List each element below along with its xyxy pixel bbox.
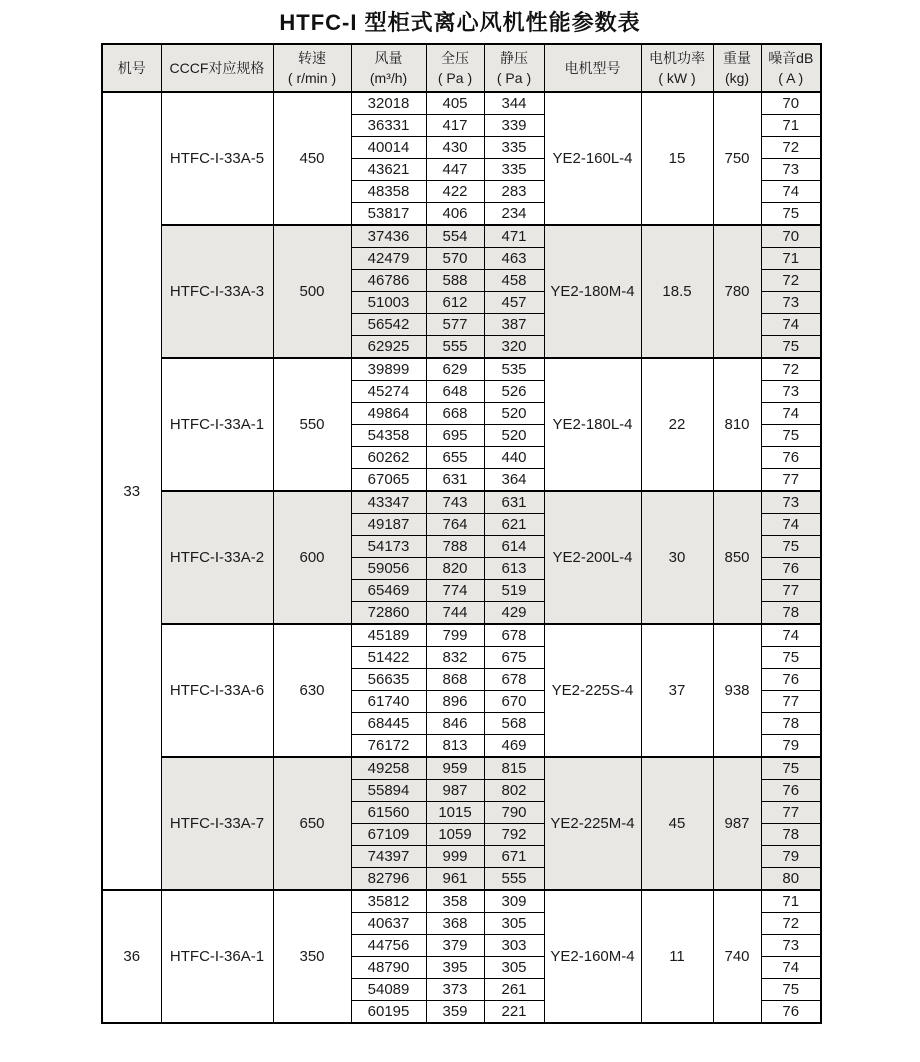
cell-noise: 75 — [761, 979, 821, 1001]
cell-flow: 56635 — [351, 669, 426, 691]
cell-static-pressure: 471 — [484, 225, 544, 248]
cell-flow: 51422 — [351, 647, 426, 669]
cell-static-pressure: 555 — [484, 868, 544, 891]
cell-total-pressure: 422 — [426, 181, 484, 203]
cell-static-pressure: 335 — [484, 159, 544, 181]
cell-noise: 79 — [761, 735, 821, 758]
cell-speed: 650 — [273, 757, 351, 890]
cell-weight: 740 — [713, 890, 761, 1023]
cell-noise: 76 — [761, 447, 821, 469]
cell-static-pressure: 792 — [484, 824, 544, 846]
cell-noise: 78 — [761, 602, 821, 625]
cell-weight: 780 — [713, 225, 761, 358]
cell-noise: 72 — [761, 913, 821, 935]
cell-weight: 850 — [713, 491, 761, 624]
cell-static-pressure: 458 — [484, 270, 544, 292]
cell-total-pressure: 668 — [426, 403, 484, 425]
cell-flow: 37436 — [351, 225, 426, 248]
table-row — [102, 890, 821, 913]
performance-table — [101, 43, 822, 1024]
cell-noise: 75 — [761, 425, 821, 447]
cell-flow: 45189 — [351, 624, 426, 647]
cell-noise: 75 — [761, 647, 821, 669]
cell-total-pressure: 406 — [426, 203, 484, 226]
cell-flow: 51003 — [351, 292, 426, 314]
cell-weight: 987 — [713, 757, 761, 890]
cell-static-pressure: 320 — [484, 336, 544, 359]
cell-weight: 938 — [713, 624, 761, 757]
cell-flow: 48790 — [351, 957, 426, 979]
cell-noise: 70 — [761, 92, 821, 115]
cell-motor-model: YE2-180L-4 — [544, 358, 641, 491]
cell-static-pressure: 631 — [484, 491, 544, 514]
cell-flow: 60262 — [351, 447, 426, 469]
cell-total-pressure: 395 — [426, 957, 484, 979]
col-header-spec: CCCF对应规格 — [161, 44, 273, 92]
cell-noise: 71 — [761, 248, 821, 270]
cell-noise: 72 — [761, 358, 821, 381]
cell-total-pressure: 999 — [426, 846, 484, 868]
cell-noise: 74 — [761, 514, 821, 536]
cell-flow: 32018 — [351, 92, 426, 115]
cell-total-pressure: 648 — [426, 381, 484, 403]
cell-noise: 74 — [761, 624, 821, 647]
cell-flow: 43621 — [351, 159, 426, 181]
cell-flow: 61560 — [351, 802, 426, 824]
cell-flow: 67065 — [351, 469, 426, 492]
cell-motor-power: 18.5 — [641, 225, 713, 358]
table-row — [102, 624, 821, 647]
cell-total-pressure: 655 — [426, 447, 484, 469]
cell-static-pressure: 790 — [484, 802, 544, 824]
cell-static-pressure: 469 — [484, 735, 544, 758]
cell-total-pressure: 896 — [426, 691, 484, 713]
cell-motor-power: 15 — [641, 92, 713, 225]
cell-total-pressure: 743 — [426, 491, 484, 514]
cell-noise: 78 — [761, 713, 821, 735]
col-header-motor-model: 电机型号 — [544, 44, 641, 92]
cell-static-pressure: 305 — [484, 913, 544, 935]
cell-flow: 76172 — [351, 735, 426, 758]
cell-total-pressure: 799 — [426, 624, 484, 647]
cell-static-pressure: 568 — [484, 713, 544, 735]
cell-static-pressure: 344 — [484, 92, 544, 115]
cell-static-pressure: 670 — [484, 691, 544, 713]
cell-flow: 44756 — [351, 935, 426, 957]
cell-noise: 74 — [761, 403, 821, 425]
cell-motor-power: 37 — [641, 624, 713, 757]
cell-flow: 40637 — [351, 913, 426, 935]
cell-flow: 49258 — [351, 757, 426, 780]
cell-total-pressure: 417 — [426, 115, 484, 137]
cell-weight: 750 — [713, 92, 761, 225]
cell-flow: 68445 — [351, 713, 426, 735]
cell-static-pressure: 815 — [484, 757, 544, 780]
cell-static-pressure: 335 — [484, 137, 544, 159]
cell-static-pressure: 339 — [484, 115, 544, 137]
table-row — [102, 491, 821, 514]
cell-motor-power: 11 — [641, 890, 713, 1023]
cell-flow: 65469 — [351, 580, 426, 602]
cell-static-pressure: 520 — [484, 425, 544, 447]
cell-noise: 77 — [761, 691, 821, 713]
cell-total-pressure: 588 — [426, 270, 484, 292]
cell-total-pressure: 744 — [426, 602, 484, 625]
cell-total-pressure: 820 — [426, 558, 484, 580]
cell-static-pressure: 671 — [484, 846, 544, 868]
cell-spec: HTFC-I-33A-1 — [161, 358, 273, 491]
table-row — [102, 757, 821, 780]
cell-speed: 450 — [273, 92, 351, 225]
cell-static-pressure: 675 — [484, 647, 544, 669]
cell-flow: 46786 — [351, 270, 426, 292]
cell-noise: 76 — [761, 1001, 821, 1024]
cell-static-pressure: 802 — [484, 780, 544, 802]
cell-speed: 630 — [273, 624, 351, 757]
table-row — [102, 225, 821, 248]
cell-flow: 48358 — [351, 181, 426, 203]
cell-total-pressure: 813 — [426, 735, 484, 758]
cell-motor-model: YE2-200L-4 — [544, 491, 641, 624]
cell-total-pressure: 774 — [426, 580, 484, 602]
cell-flow: 43347 — [351, 491, 426, 514]
cell-noise: 74 — [761, 957, 821, 979]
cell-flow: 59056 — [351, 558, 426, 580]
cell-noise: 75 — [761, 336, 821, 359]
cell-total-pressure: 405 — [426, 92, 484, 115]
cell-spec: HTFC-I-33A-5 — [161, 92, 273, 225]
cell-total-pressure: 373 — [426, 979, 484, 1001]
cell-motor-model: YE2-160M-4 — [544, 890, 641, 1023]
cell-flow: 60195 — [351, 1001, 426, 1024]
cell-noise: 75 — [761, 203, 821, 226]
cell-noise: 73 — [761, 491, 821, 514]
cell-flow: 54089 — [351, 979, 426, 1001]
cell-motor-power: 22 — [641, 358, 713, 491]
cell-machine-number: 33 — [102, 92, 161, 890]
cell-total-pressure: 612 — [426, 292, 484, 314]
cell-noise: 74 — [761, 314, 821, 336]
cell-noise: 77 — [761, 469, 821, 492]
cell-flow: 40014 — [351, 137, 426, 159]
cell-total-pressure: 959 — [426, 757, 484, 780]
cell-static-pressure: 234 — [484, 203, 544, 226]
cell-static-pressure: 621 — [484, 514, 544, 536]
cell-total-pressure: 832 — [426, 647, 484, 669]
cell-static-pressure: 613 — [484, 558, 544, 580]
page-title: HTFC-I 型柜式离心风机性能参数表 — [279, 10, 641, 35]
cell-noise: 72 — [761, 270, 821, 292]
cell-noise: 77 — [761, 802, 821, 824]
cell-flow: 62925 — [351, 336, 426, 359]
cell-speed: 500 — [273, 225, 351, 358]
col-header-machine: 机号 — [102, 44, 161, 92]
cell-flow: 55894 — [351, 780, 426, 802]
cell-flow: 36331 — [351, 115, 426, 137]
cell-total-pressure: 1059 — [426, 824, 484, 846]
cell-noise: 75 — [761, 536, 821, 558]
cell-motor-model: YE2-225M-4 — [544, 757, 641, 890]
cell-noise: 73 — [761, 381, 821, 403]
col-header-static-pressure: 静压 ( Pa ) — [484, 44, 544, 92]
table-row — [102, 92, 821, 115]
cell-static-pressure: 387 — [484, 314, 544, 336]
cell-static-pressure: 429 — [484, 602, 544, 625]
col-header-weight: 重量 (kg) — [713, 44, 761, 92]
cell-flow: 61740 — [351, 691, 426, 713]
col-header-speed: 转速 ( r/min ) — [273, 44, 351, 92]
cell-total-pressure: 554 — [426, 225, 484, 248]
cell-noise: 76 — [761, 558, 821, 580]
cell-total-pressure: 555 — [426, 336, 484, 359]
cell-spec: HTFC-I-33A-6 — [161, 624, 273, 757]
cell-static-pressure: 526 — [484, 381, 544, 403]
cell-noise: 76 — [761, 780, 821, 802]
cell-speed: 550 — [273, 358, 351, 491]
cell-total-pressure: 1015 — [426, 802, 484, 824]
cell-static-pressure: 305 — [484, 957, 544, 979]
cell-flow: 45274 — [351, 381, 426, 403]
table-body — [102, 92, 821, 1023]
cell-flow: 39899 — [351, 358, 426, 381]
cell-noise: 73 — [761, 292, 821, 314]
cell-total-pressure: 359 — [426, 1001, 484, 1024]
cell-static-pressure: 440 — [484, 447, 544, 469]
cell-static-pressure: 519 — [484, 580, 544, 602]
cell-total-pressure: 961 — [426, 868, 484, 891]
cell-noise: 75 — [761, 757, 821, 780]
cell-noise: 71 — [761, 890, 821, 913]
cell-spec: HTFC-I-33A-2 — [161, 491, 273, 624]
cell-motor-model: YE2-225S-4 — [544, 624, 641, 757]
cell-static-pressure: 261 — [484, 979, 544, 1001]
cell-static-pressure: 520 — [484, 403, 544, 425]
cell-speed: 350 — [273, 890, 351, 1023]
cell-total-pressure: 368 — [426, 913, 484, 935]
table-header — [102, 44, 821, 92]
col-header-flow: 风量 (m³/h) — [351, 44, 426, 92]
cell-noise: 70 — [761, 225, 821, 248]
cell-total-pressure: 430 — [426, 137, 484, 159]
cell-total-pressure: 987 — [426, 780, 484, 802]
cell-total-pressure: 577 — [426, 314, 484, 336]
cell-total-pressure: 379 — [426, 935, 484, 957]
cell-total-pressure: 358 — [426, 890, 484, 913]
cell-noise: 71 — [761, 115, 821, 137]
col-header-total-pressure: 全压 ( Pa ) — [426, 44, 484, 92]
cell-static-pressure: 309 — [484, 890, 544, 913]
col-header-motor-power: 电机功率 ( kW ) — [641, 44, 713, 92]
cell-flow: 82796 — [351, 868, 426, 891]
cell-static-pressure: 303 — [484, 935, 544, 957]
cell-total-pressure: 629 — [426, 358, 484, 381]
cell-total-pressure: 631 — [426, 469, 484, 492]
cell-static-pressure: 283 — [484, 181, 544, 203]
col-header-noise: 噪音dB ( A ) — [761, 44, 821, 92]
cell-static-pressure: 614 — [484, 536, 544, 558]
table-row — [102, 358, 821, 381]
cell-total-pressure: 868 — [426, 669, 484, 691]
cell-static-pressure: 678 — [484, 669, 544, 691]
cell-noise: 76 — [761, 669, 821, 691]
cell-noise: 78 — [761, 824, 821, 846]
cell-noise: 72 — [761, 137, 821, 159]
cell-flow: 49864 — [351, 403, 426, 425]
cell-total-pressure: 695 — [426, 425, 484, 447]
cell-static-pressure: 221 — [484, 1001, 544, 1024]
cell-flow: 54173 — [351, 536, 426, 558]
cell-flow: 67109 — [351, 824, 426, 846]
cell-motor-power: 30 — [641, 491, 713, 624]
cell-noise: 74 — [761, 181, 821, 203]
cell-motor-model: YE2-160L-4 — [544, 92, 641, 225]
cell-noise: 77 — [761, 580, 821, 602]
cell-flow: 53817 — [351, 203, 426, 226]
cell-total-pressure: 764 — [426, 514, 484, 536]
cell-total-pressure: 447 — [426, 159, 484, 181]
cell-spec: HTFC-I-36A-1 — [161, 890, 273, 1023]
cell-flow: 56542 — [351, 314, 426, 336]
cell-flow: 72860 — [351, 602, 426, 625]
cell-static-pressure: 535 — [484, 358, 544, 381]
cell-weight: 810 — [713, 358, 761, 491]
cell-flow: 42479 — [351, 248, 426, 270]
cell-noise: 73 — [761, 159, 821, 181]
cell-spec: HTFC-I-33A-7 — [161, 757, 273, 890]
cell-noise: 73 — [761, 935, 821, 957]
cell-flow: 74397 — [351, 846, 426, 868]
cell-machine-number: 36 — [102, 890, 161, 1023]
cell-total-pressure: 846 — [426, 713, 484, 735]
cell-motor-model: YE2-180M-4 — [544, 225, 641, 358]
cell-static-pressure: 678 — [484, 624, 544, 647]
cell-static-pressure: 364 — [484, 469, 544, 492]
cell-speed: 600 — [273, 491, 351, 624]
cell-flow: 49187 — [351, 514, 426, 536]
cell-motor-power: 45 — [641, 757, 713, 890]
cell-flow: 35812 — [351, 890, 426, 913]
cell-flow: 54358 — [351, 425, 426, 447]
cell-noise: 79 — [761, 846, 821, 868]
cell-spec: HTFC-I-33A-3 — [161, 225, 273, 358]
header-row — [102, 44, 821, 92]
cell-total-pressure: 570 — [426, 248, 484, 270]
cell-noise: 80 — [761, 868, 821, 891]
cell-static-pressure: 463 — [484, 248, 544, 270]
cell-total-pressure: 788 — [426, 536, 484, 558]
cell-static-pressure: 457 — [484, 292, 544, 314]
